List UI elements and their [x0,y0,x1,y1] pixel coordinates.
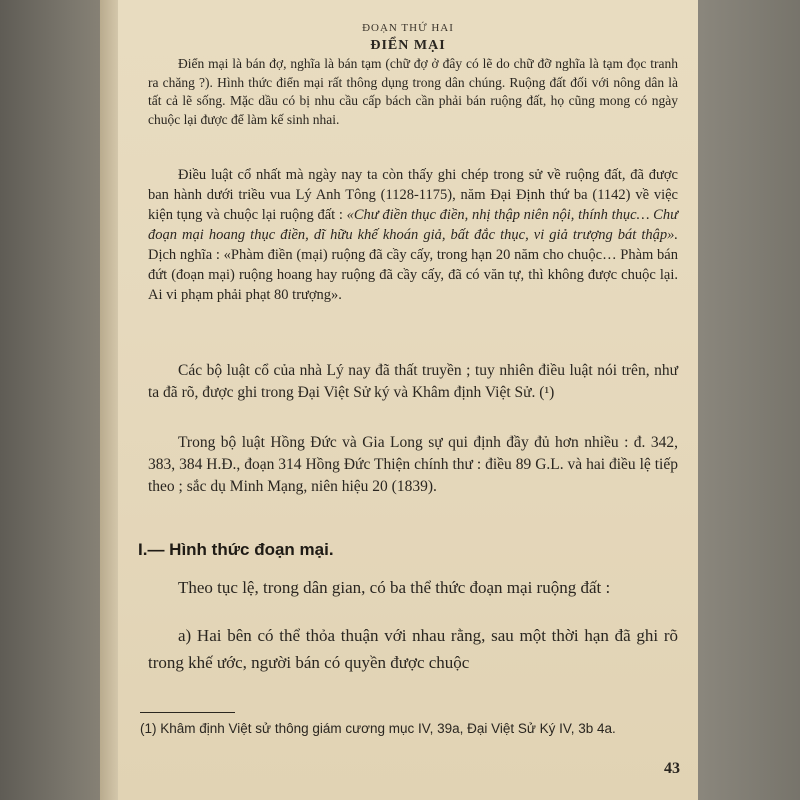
footnote [140,718,680,740]
section-heading: I.— Hình thức đoạn mại. [138,540,334,559]
law-quote: «Chư điền thục điền, nhị thập niên nội, thính thục… Chư đoạn mại hoang thục điền, dĩ hữu khế khoán giả, bất đắc thục, vi giả trượng bát thập». [148,207,678,243]
paragraph-text: Trong bộ luật Hồng Đức và Gia Long sự qui định đầy đủ hơn nhiều : đ. 342, 383, 384 H.Đ., đoạn 314 Hồng Đức Thiện chính thư : điều 89 G.L. và hai điều lệ tiếp theo ; sắc dụ Minh Mạng, niên hiệu 20 (1839). [148,434,678,495]
page-number: 43 [664,760,680,777]
paragraph-item-a [148,622,678,676]
book-page [118,0,698,800]
paragraph-custom [148,575,678,600]
paragraph-text: Các bộ luật cổ của nhà Lý nay đã thất truyền ; tuy nhiên điều luật nói trên, như ta đã rõ, được ghi trong Đại Việt Sử ký và Khâm định Việt Sử. (¹) [148,362,678,401]
paragraph-hong-duc [148,432,678,498]
chapter-label: ĐOẠN THỨ HAI [362,22,454,34]
chapter-title: ĐIỂN MẠI [370,38,446,53]
law-translation: Dịch nghĩa : «Phàm điền (mại) ruộng đã cầy cấy, trong hạn 20 năm cho chuộc… Phàm bán đứt (đoạn mại) ruộng hoang hay ruộng đã cầy cấy, đã có văn tự, thì không được chuộc lại. Ai vi phạm phải phạt 80 trượng». [148,247,678,303]
paragraph-text: a) Hai bên có thể thỏa thuận với nhau rằng, sau một thời hạn đã ghi rõ trong khế ước, người bán có quyền được chuộc [148,626,678,672]
paragraph-text: Điển mại là bán đợ, nghĩa là bán tạm (chữ đợ ở đây có lẽ do chữ đỡ nghĩa là tạm đọc tranh ra chăng ?). Hình thức điển mại rất thông dụng trong dân chúng. Ruộng đất đối với nông dân là tất cả lẽ sống. Mặc dầu có bị nhu cầu cấp bách cần phải bán ruộng đất, họ cũng mong có ngày chuộc lại được để làm kế sinh nhai. [148,56,678,127]
paragraph-ly-code [148,360,678,403]
law-intro: Điều luật cổ nhất mà ngày nay ta còn thấy ghi chép trong sử về ruộng đất, đã được ban hành dưới triều vua Lý Anh Tông (1128-1175), năm Đại Định thứ ba (1142) về việc kiện tụng và chuộc lại ruộng đất : [148,167,678,223]
paragraph-law-text [148,165,678,305]
background-right [690,0,800,800]
paragraph-text: Theo tục lệ, trong dân gian, có ba thể thức đoạn mại ruộng đất : [178,578,611,597]
paragraph-law [148,165,678,305]
footnote-text: (1) Khâm định Việt sử thông giám cương mục IV, 39a, Đại Việt Sử Ký IV, 3b 4a. [140,721,616,736]
paragraph-intro [148,55,678,129]
footnote-divider [140,712,235,713]
